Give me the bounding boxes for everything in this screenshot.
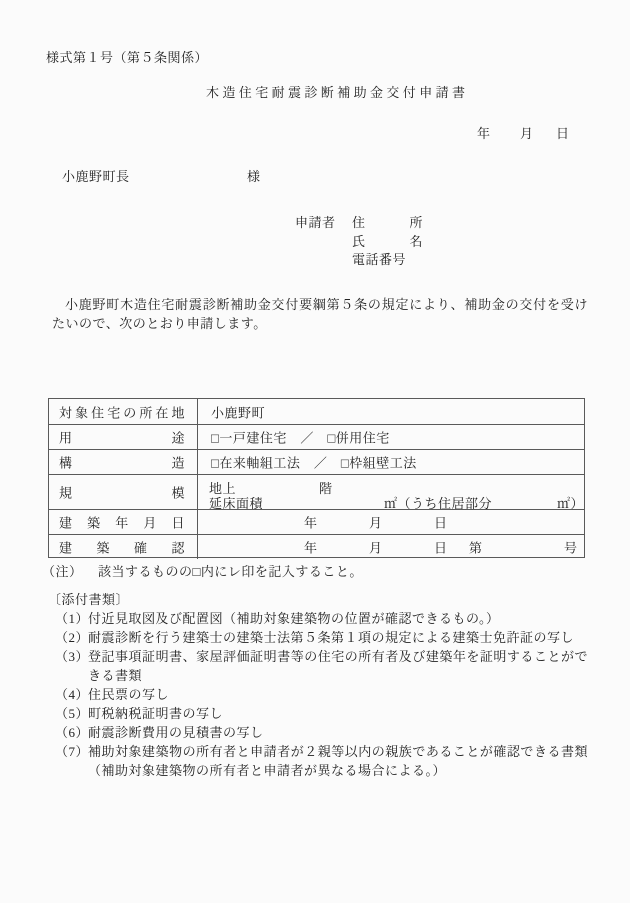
addressee-honorific: 様 [247, 169, 261, 184]
table-row-construction-date [49, 509, 584, 534]
row-use-label: 用 途 [59, 430, 185, 446]
row-location-value-cell [198, 399, 584, 424]
scale-area-unit-mid: ㎡（うち住居部分 [384, 496, 493, 511]
attachment-item-5 [55, 704, 588, 723]
table-row-building-confirmation [49, 534, 584, 559]
attachments-heading: 〔添付書類〕 [48, 592, 130, 607]
scale-floors-label: 地上 [209, 480, 237, 496]
row-use-checkbox-options: □一戸建住宅 ／ □併用住宅 [211, 430, 390, 446]
application-paragraph: 小鹿野町木造住宅耐震診断補助金交付要綱第５条の規定により、補助金の交付を受けたいので、次のとおり申請します。 [52, 297, 588, 331]
property-table [48, 398, 585, 558]
attachment-item-text: 付近見取図及び配置図（補助対象建築物の位置が確認できるもの。） [88, 611, 500, 626]
row-location-label: 対 象 住 宅 の 所 在 地 [59, 405, 185, 420]
row-building-confirmation-value-cell [198, 535, 584, 559]
confirmation-day-label: 日 [434, 540, 448, 556]
applicant-phone-label: 電話番号 [352, 252, 407, 267]
row-scale-value-cell [198, 475, 584, 509]
applicant-address-label: 住 所 [352, 215, 423, 230]
row-scale-label-cell [49, 475, 198, 509]
row-structure-checkbox-options: □在来軸組工法 ／ □枠組壁工法 [211, 455, 417, 471]
row-construction-date-label: 建 築 年 月 日 [59, 515, 185, 531]
scale-floors-unit: 階 [319, 480, 333, 496]
attachment-item-1 [55, 609, 588, 628]
row-building-confirmation-label: 建 築 確 認 [59, 540, 185, 556]
attachment-item-text: 住民票の写し [88, 687, 170, 702]
attachment-item-text: 補助対象建築物の所有者と申請者が２親等以内の親族であることが確認できる書類（補助対象建築物の所有者と申請者が異なる場合による。） [88, 744, 588, 778]
row-building-confirmation-label-cell [49, 535, 198, 559]
applicant-name-label: 氏 名 [352, 233, 423, 249]
scale-area-label: 延床面積 [209, 496, 264, 511]
attachment-item-4 [55, 685, 588, 704]
attachment-item-text: 登記事項証明書、家屋評価証明書等の住宅の所有者及び建築年を証明することができる書類 [88, 649, 588, 683]
attachment-item-7 [55, 742, 588, 780]
row-structure-value-cell [198, 450, 584, 474]
construction-day-label: 日 [434, 515, 448, 531]
date-month-label: 月 [520, 126, 534, 141]
row-construction-date-label-cell [49, 510, 198, 534]
attachment-item-number: （4） [55, 687, 90, 702]
row-structure-label: 構 造 [59, 455, 185, 471]
attachments-section [48, 590, 588, 780]
attachment-item-number: （1） [55, 611, 90, 626]
attachment-item-number: （2） [55, 630, 90, 645]
note-label: （注） [42, 564, 83, 579]
table-row-use [49, 424, 584, 449]
attachment-item-number: （7） [55, 744, 90, 759]
confirmation-number-prefix: 第 [469, 540, 483, 556]
row-construction-date-value-cell [198, 510, 584, 534]
applicant-heading: 申請者 [295, 215, 336, 230]
form-number: 様式第１号（第５条関係） [46, 50, 209, 65]
attachment-item-text: 町税納税証明書の写し [88, 706, 224, 721]
construction-year-label: 年 [304, 515, 318, 531]
note-text: 該当するものの□内にレ印を記入すること。 [98, 564, 363, 579]
attachment-item-2 [55, 628, 588, 647]
row-use-label-cell [49, 425, 198, 449]
document-title: 木造住宅耐震診断補助金交付申請書 [206, 85, 469, 100]
attachment-item-number: （5） [55, 706, 90, 721]
addressee-name: 小鹿野町長 [62, 169, 130, 184]
attachment-item-3 [55, 647, 588, 685]
construction-month-label: 月 [369, 515, 383, 531]
row-location-value: 小鹿野町 [211, 405, 266, 420]
attachment-item-text: 耐震診断費用の見積書の写し [88, 725, 264, 740]
date-day-label: 日 [556, 126, 570, 141]
scale-area-unit-end: ㎡） [557, 496, 585, 511]
date-year-label: 年 [477, 126, 491, 141]
row-scale-label: 規 模 [59, 485, 185, 501]
attachment-item-text: 耐震診断を行う建築士の建築士法第５条第１項の規定による建築士免許証の写し [88, 630, 575, 645]
table-row-location [49, 399, 584, 424]
confirmation-month-label: 月 [369, 540, 383, 556]
row-location-label-cell [49, 399, 198, 424]
confirmation-year-label: 年 [304, 540, 318, 556]
table-row-scale [49, 474, 584, 509]
row-structure-label-cell [49, 450, 198, 474]
attachment-item-number: （3） [55, 649, 90, 664]
confirmation-number-suffix: 号 [564, 540, 578, 556]
table-row-structure [49, 449, 584, 474]
checkbox-note [42, 561, 588, 580]
attachment-item-number: （6） [55, 725, 90, 740]
row-use-value-cell [198, 425, 584, 449]
attachment-item-6 [55, 723, 588, 742]
